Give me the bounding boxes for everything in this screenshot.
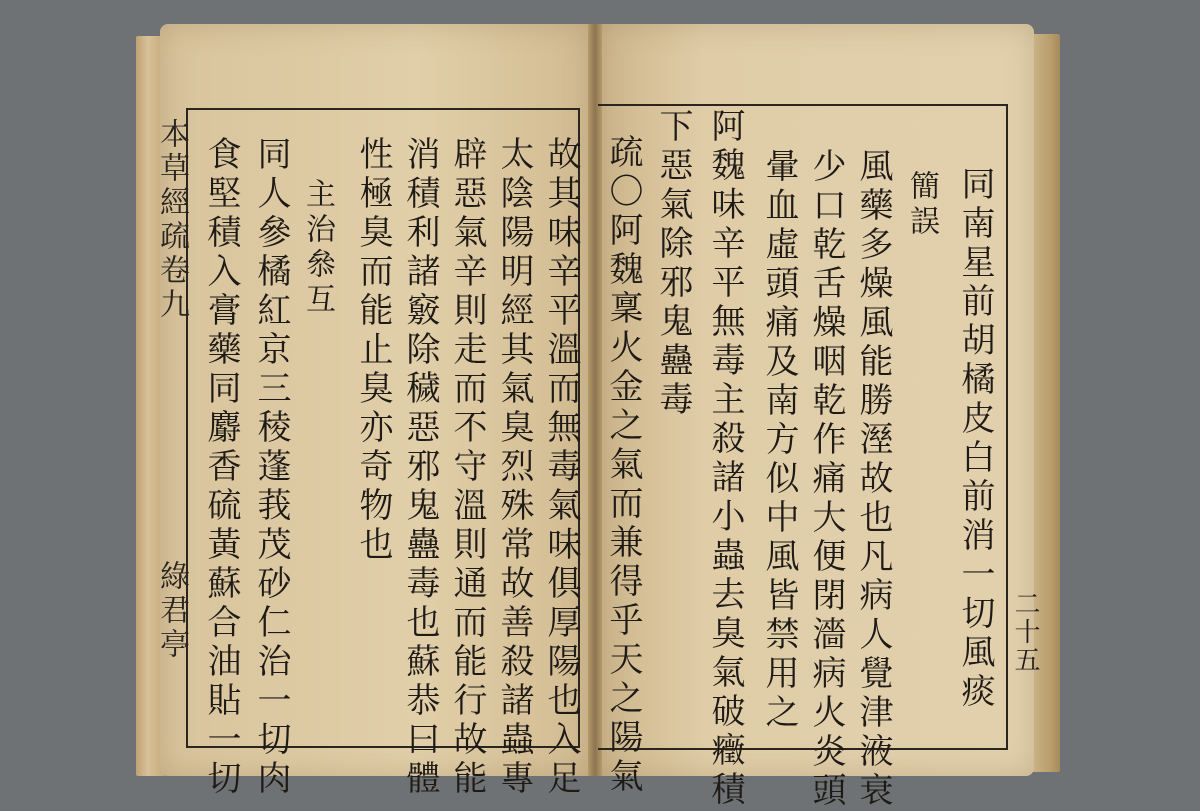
margin-publisher: 綠君亭 xyxy=(154,560,189,662)
text-column: 消積利諸竅除穢惡邪鬼蠱毒也蘇恭曰體 xyxy=(400,136,440,799)
text-column: 風藥多燥風能勝溼故也凡病人覺津液衰 xyxy=(853,148,893,811)
text-column: 下惡氣除邪鬼蠱毒 xyxy=(653,108,693,420)
text-column: 同南星前胡橘皮白前消一切風痰 xyxy=(955,166,995,712)
text-column: 太陰陽明經其氣臭烈殊常故善殺諸蟲專 xyxy=(494,136,534,799)
text-column: 辟惡氣辛則走而不守溫則通而能行故能 xyxy=(447,136,487,799)
text-column: 故其味辛平溫而無毒氣味俱厚陽也入足 xyxy=(541,136,581,799)
text-column: 阿魏味辛平無毒主殺諸小蟲去臭氣破癥積 xyxy=(705,108,745,810)
text-column: 疏〇阿魏稟火金之氣而兼得乎天之陽氣 xyxy=(603,134,643,797)
section-heading: 簡誤 xyxy=(904,170,939,240)
margin-book-title: 本草經疏卷九 xyxy=(154,118,189,322)
text-column: 性極臭而能止臭亦奇物也 xyxy=(353,136,393,565)
text-column: 同人參橘紅京三稜蓬莪茂砂仁治一切肉 xyxy=(251,136,291,799)
text-column: 少口乾舌燥咽乾作痛大便閉濇病火炎頭 xyxy=(806,148,846,811)
text-column: 暈血虛頭痛及南方似中風皆禁用之 xyxy=(759,148,799,733)
page-number: 二十五 xyxy=(1010,590,1040,674)
section-heading: 主治叅互 xyxy=(300,178,335,318)
text-column: 食堅積入膏藥同麝香硫黃蘇合油貼一切 xyxy=(201,136,241,799)
